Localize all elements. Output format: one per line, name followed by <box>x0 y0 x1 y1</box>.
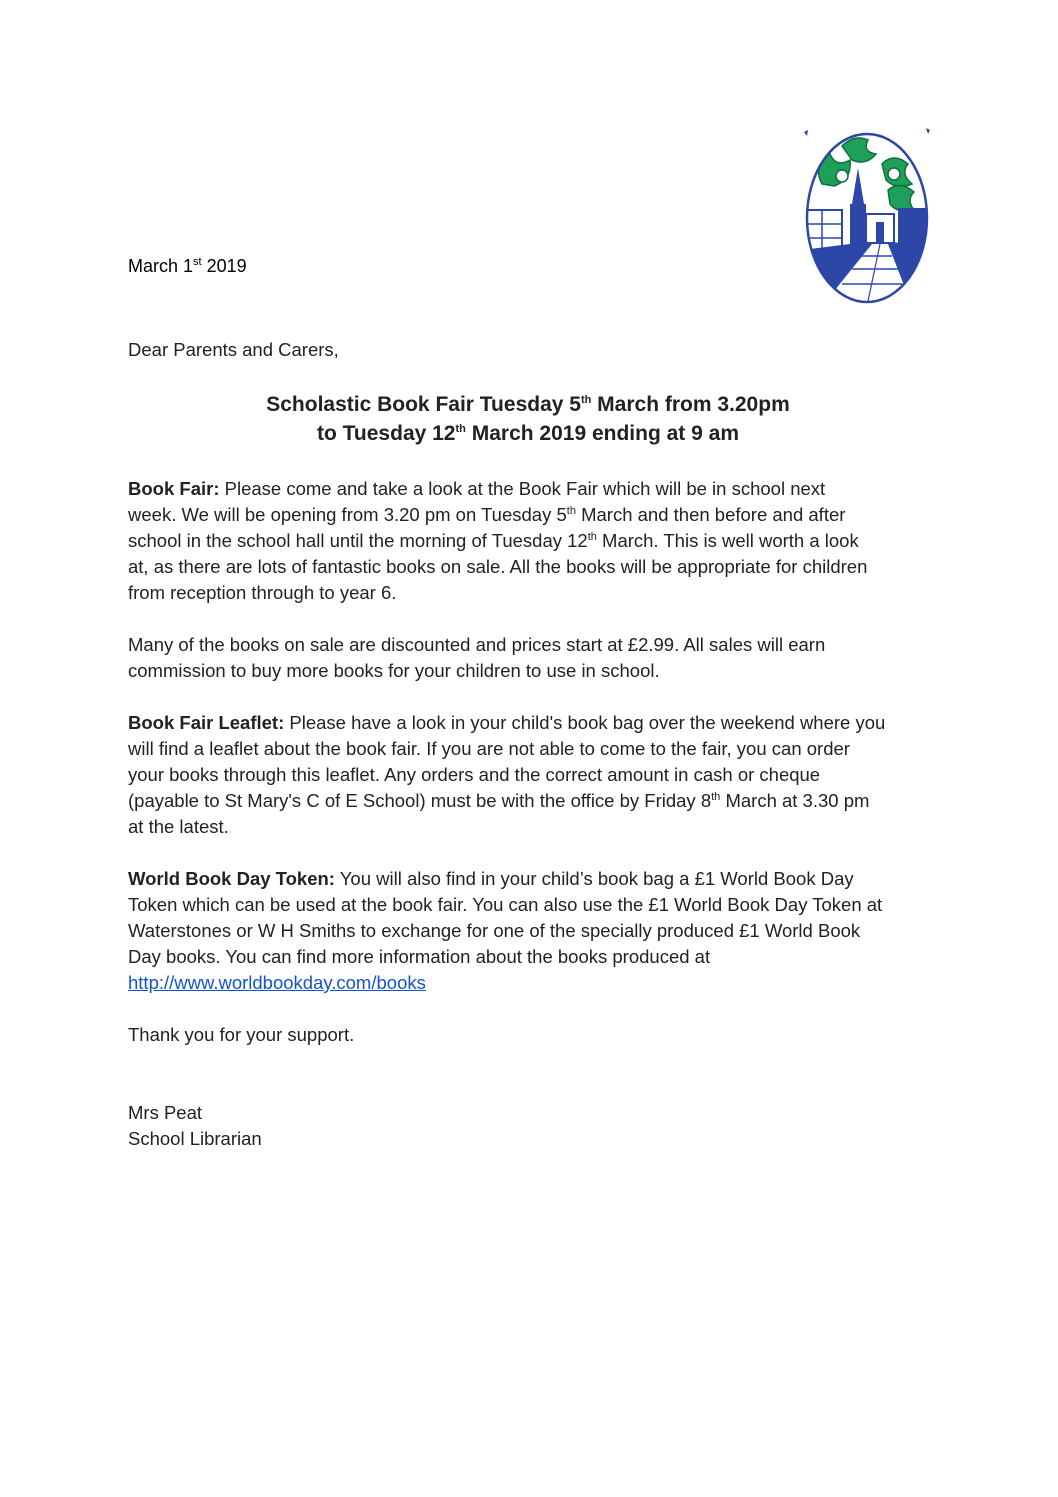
signature-name: Mrs Peat <box>128 1102 203 1123</box>
closing: Thank you for your support. <box>128 1024 355 1045</box>
paragraph-world-book-day: World Book Day Token: You will also find in your child’s book bag a £1 World Book Day Token which can be used at the book fair. You can also use the £1 World Book Day Token at Waterstones or W H Smiths to exchange for one of the specially produced £1 World Book Day books. You can find more information about the books produced at http://www.worldbookday.com/books <box>128 868 883 993</box>
leaflet-label: Book Fair Leaflet: <box>128 712 285 733</box>
paragraph-discounts: Many of the books on sale are discounted and prices start at £2.99. All sales will earn commission to buy more books for your children to use in school. <box>128 634 826 681</box>
book-fair-label: Book Fair: <box>128 478 220 499</box>
salutation: Dear Parents and Carers, <box>128 339 339 360</box>
world-book-day-link[interactable]: http://www.worldbookday.com/books <box>128 972 426 993</box>
school-crest-logo <box>802 124 932 306</box>
paragraph-book-fair: Book Fair: Please come and take a look at the Book Fair which will be in school next week. We will be opening from 3.20 pm on Tuesday 5th March and then before and after school in the school hall until the morning of Tuesday 12th March. This is well worth a look at, as there are lots of fantastic books on sale. All the books will be appropriate for children from reception through to year 6. <box>128 478 868 603</box>
signature <box>128 1100 928 1152</box>
paragraph-leaflet: Book Fair Leaflet: Please have a look in your child's book bag over the weekend where you will find a leaflet about the book fair. If you are not able to come to the fair, you can order your books through this leaflet. Any orders and the correct amount in cash or cheque (payable to St Mary's C of E School) must be with the office by Friday 8th March at 3.30 pm at the latest. <box>128 712 886 837</box>
signature-role: School Librarian <box>128 1128 262 1149</box>
letter-title: Scholastic Book Fair Tuesday 5th March from 3.20pm to Tuesday 12th March 2019 ending at 9 am <box>266 393 790 445</box>
token-label: World Book Day Token: <box>128 868 335 889</box>
letter-date: March 1st 2019 <box>128 256 247 276</box>
